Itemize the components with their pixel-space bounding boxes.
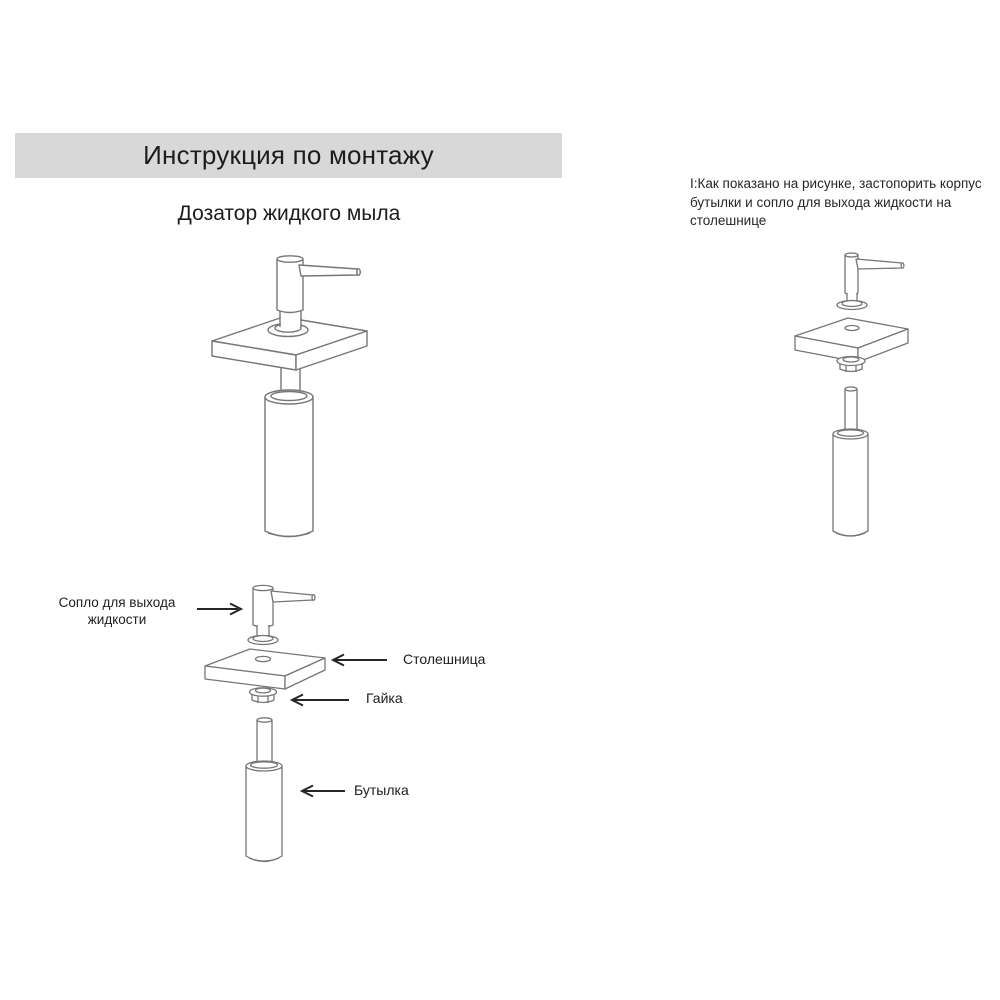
product-title: Дозатор жидкого мыла [177,202,401,225]
nut-label: Гайка [366,690,403,706]
pump-flange-inner [842,301,862,307]
assembled-dispenser-figure [195,250,380,545]
title-banner [15,133,562,178]
pump-top [253,585,273,590]
spout-tip [357,269,361,275]
step-instruction-text: I:Как показано на рисунке, застопорить корпус бутылки и сопло для выхода жидкости на столешнице [690,176,982,228]
countertop-hole [256,656,271,661]
spout-tip [312,595,315,601]
nozzle-arrow [196,602,246,616]
bottle-body [833,434,868,536]
pump-top [277,256,303,262]
bottle-body [265,397,313,537]
pump-spout [271,591,313,602]
pump-top [845,253,858,257]
tube-top [257,718,272,722]
nut-flange-inner [256,688,271,693]
countertop-arrow [331,653,389,667]
spout-tip [901,263,904,268]
tube-top [845,387,857,391]
bottle-arrow [300,784,346,798]
bottle-label: Бутылка [354,782,409,798]
page-title: Инструкция по монтажу [143,140,434,170]
countertop-label: Столешница [403,651,486,667]
pump-spout [856,259,902,269]
nut-flange-inner [843,357,859,362]
countertop-hole [845,326,859,331]
pump-spout [299,265,358,276]
bottle-body [246,766,282,862]
labeled-exploded-figure [200,580,335,870]
exploded-view-figure [790,250,915,545]
pump-flange-inner [253,636,273,642]
pump-body [253,588,273,627]
nozzle-label: Сопло для выхода жидкости [58,595,176,627]
nut-arrow [290,693,350,707]
